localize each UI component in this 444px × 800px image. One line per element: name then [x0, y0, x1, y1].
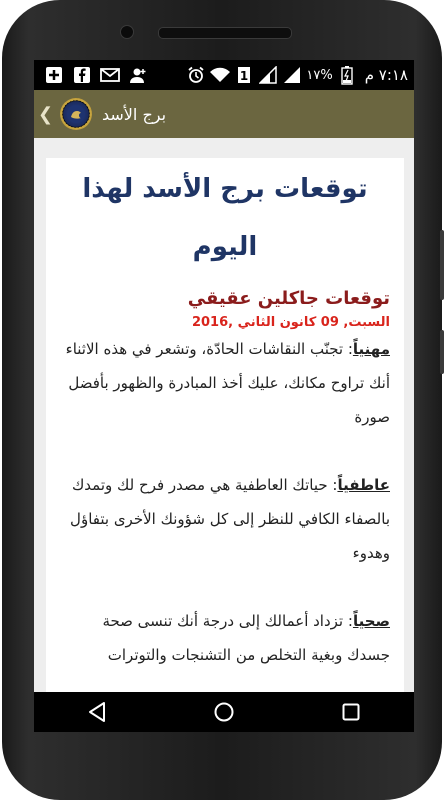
front-camera: [120, 25, 134, 39]
wifi-icon: [210, 66, 230, 84]
section-career: [56, 332, 390, 434]
navigation-bar: [34, 692, 414, 732]
clock: ٧:١٨ م: [364, 66, 408, 84]
app-bar: [34, 90, 414, 138]
home-icon[interactable]: [204, 697, 244, 727]
back-icon[interactable]: [77, 697, 117, 727]
notification-icons: [34, 66, 148, 84]
mail-icon: [100, 66, 120, 84]
article-card: [46, 158, 404, 692]
svg-text:1: 1: [240, 69, 249, 83]
status-bar: [34, 60, 414, 90]
article-author: توقعات جاكلين عقيقي: [187, 288, 390, 309]
volume-button: [440, 230, 444, 300]
person-icon: [128, 66, 148, 84]
section-text: : تجنّب النقاشات الحادّة، وتشعر في هذه الاثناء أنك تراوح مكانك، عليك أخذ المبادرة والظهور بأفضل صورة: [65, 340, 390, 426]
screen: [34, 60, 414, 692]
content-area: [34, 138, 414, 692]
chevron-left-icon[interactable]: ❮: [38, 103, 54, 125]
section-text: : تزداد أعمالك إلى درجة أنك تنسى صحة جسدك وبغية التخلص من التشنجات والتوترات: [102, 612, 390, 664]
section-love: [56, 468, 390, 570]
leo-logo-icon[interactable]: [60, 98, 92, 130]
section-text: : حياتك العاطفية هي مصدر فرح لك وتمدك بالصفاء الكافي للنظر إلى كل شؤونك الأخرى بتفاؤل وهدوء: [70, 476, 390, 562]
section-health: [56, 604, 390, 672]
article-title: توقعات برج الأسد لهذا اليوم: [82, 174, 368, 262]
add-icon: [44, 66, 64, 84]
section-label: مهنياً: [352, 340, 390, 358]
power-button: [440, 330, 444, 374]
battery-icon: [337, 66, 357, 84]
battery-percent: ١٧%: [306, 67, 333, 83]
phone-frame: [2, 0, 442, 800]
signal-icon: [258, 66, 278, 84]
facebook-icon: [72, 66, 92, 84]
section-label: صحياً: [352, 612, 390, 630]
app-title: برج الأسد: [102, 104, 167, 124]
alarm-icon: [186, 66, 206, 84]
section-label: عاطفياً: [337, 476, 390, 494]
article-date: السبت, 09 كانون الثاني ,2016: [191, 315, 390, 330]
system-status: [186, 66, 414, 84]
earpiece-speaker: [158, 27, 292, 39]
recents-icon[interactable]: [331, 697, 371, 727]
sim-icon: [234, 66, 254, 84]
signal-icon: [282, 66, 302, 84]
